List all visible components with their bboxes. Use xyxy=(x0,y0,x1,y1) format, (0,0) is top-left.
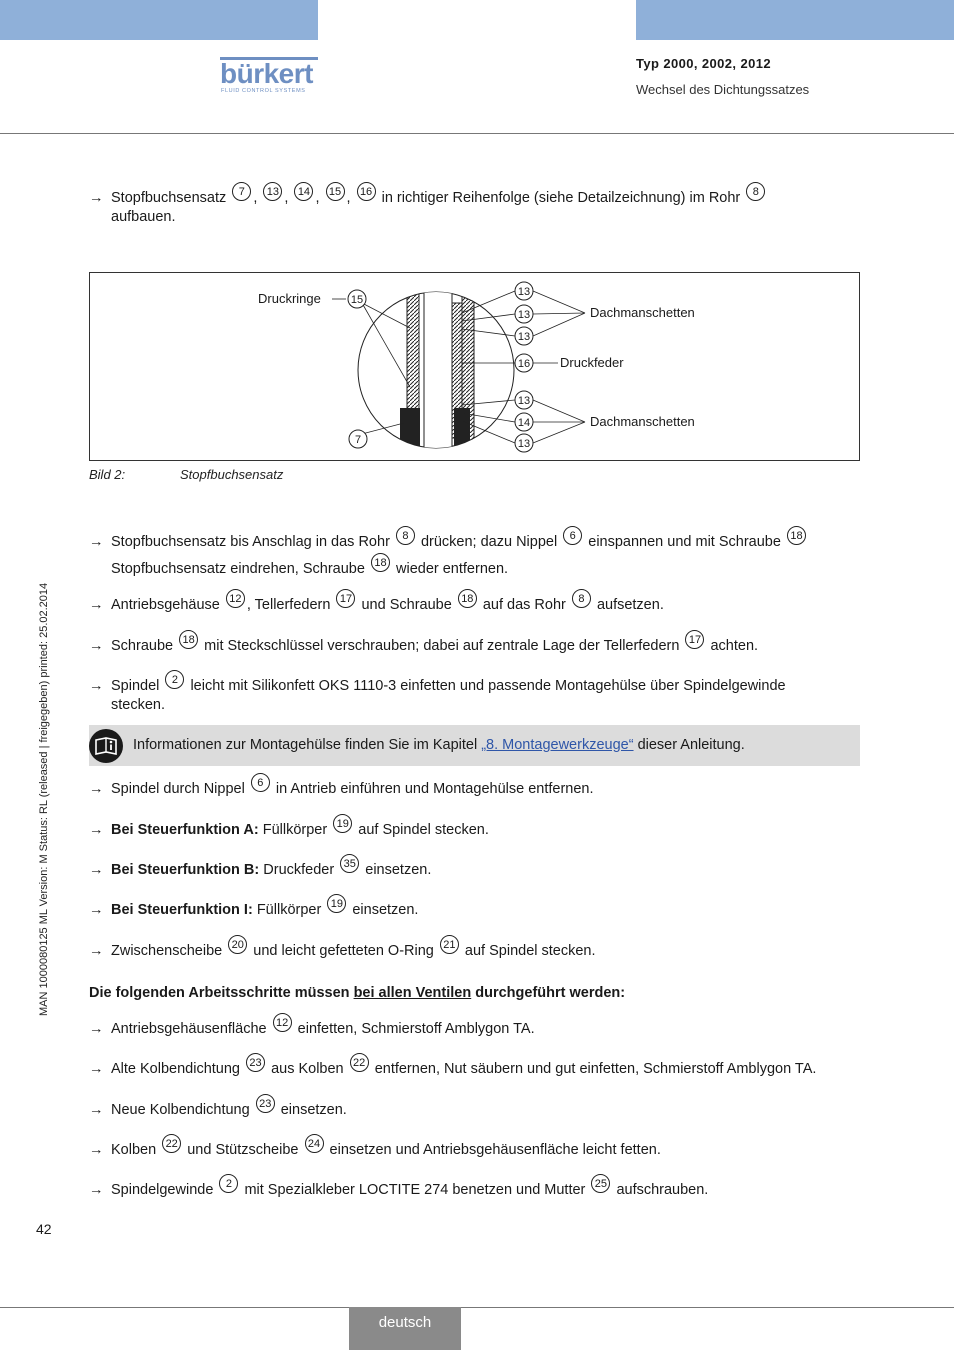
language-tab: deutsch xyxy=(349,1307,461,1350)
info-note xyxy=(89,725,860,766)
svg-text:13: 13 xyxy=(517,309,531,321)
info-book-icon xyxy=(89,729,123,763)
step-11: → Antriebsgehäusenfläche 12 einfetten, Schmierstoff Amblygon TA. xyxy=(89,1020,535,1039)
svg-text:13: 13 xyxy=(517,438,531,450)
step-4: → Schraube 18 mit Steckschlüssel verschrauben; dabei auf zentrale Lage der Tellerfedern 17 achten. xyxy=(89,637,758,656)
step-13: → Neue Kolbendichtung 23 einsetzen. xyxy=(89,1101,347,1120)
note-text-end: dieser Anleitung. xyxy=(637,737,745,753)
label-druckfeder: Druckfeder xyxy=(560,355,624,370)
step-10: → Zwischenscheibe 20 und leicht gefetteten O-Ring 21 auf Spindel stecken. xyxy=(89,942,596,961)
document-subtitle: Wechsel des Dichtungssatzes xyxy=(636,82,810,97)
footer-divider xyxy=(0,1307,954,1308)
gland-detail-drawing xyxy=(90,273,859,460)
label-druckringe: Druckringe xyxy=(258,291,321,306)
step-12: → Alte Kolbendichtung 23 aus Kolben 22 entfernen, Nut säubern und gut einfetten, Schmierstoff Amblygon TA. xyxy=(89,1060,816,1079)
step-9: → Bei Steuerfunktion I: Füllkörper 19 einsetzen. xyxy=(89,901,418,920)
step-2: → Stopfbuchsensatz bis Anschlag in das Rohr 8 drücken; dazu Nippel 6 einspannen und mit Schraube 18 Stopfbuchsensatz eindrehen, Schraube 18 wieder entfernen. xyxy=(89,529,808,583)
burkert-logo: bürkert FLUID CONTROL SYSTEMS xyxy=(220,57,320,97)
header-band-left xyxy=(0,0,318,40)
note-text: Informationen zur Montagehülse finden Sie im Kapitel xyxy=(133,737,478,753)
page-number: 42 xyxy=(36,1221,52,1237)
step-7: → Bei Steuerfunktion A: Füllkörper 19 auf Spindel stecken. xyxy=(89,821,489,840)
figure-stopfbuchsensatz xyxy=(89,272,860,461)
document-title: Typ 2000, 2002, 2012 xyxy=(636,56,771,71)
label-dachmanschetten-top: Dachmanschetten xyxy=(590,305,695,320)
svg-text:13: 13 xyxy=(517,395,531,407)
step-15: → Spindelgewinde 2 mit Spezialkleber LOCTITE 274 benetzen und Mutter 25 aufschrauben. xyxy=(89,1181,708,1200)
svg-text:14: 14 xyxy=(517,417,531,429)
step-3: → Antriebsgehäuse 12 , Tellerfedern 17 und Schraube 18 auf das Rohr 8 aufsetzen. xyxy=(89,596,664,615)
step-8: → Bei Steuerfunktion B: Druckfeder 35 einsetzen. xyxy=(89,861,431,880)
label-dachmanschetten-bottom: Dachmanschetten xyxy=(590,414,695,429)
header-divider xyxy=(0,133,954,134)
svg-text:15: 15 xyxy=(350,294,364,306)
figure-caption-number: Bild 2: xyxy=(89,467,126,482)
header-band-right xyxy=(636,0,954,40)
step-1: → Stopfbuchsensatz 7 , 13 , 14 , 15 , 16 in richtiger Reihenfolge (siehe Detailzeichnung) im Rohr 8 aufbauen. xyxy=(89,189,767,227)
step-14: → Kolben 22 und Stützscheibe 24 einsetzen und Antriebsgehäusenfläche leicht fetten. xyxy=(89,1141,661,1160)
link-montagewerkzeuge[interactable]: „8. Montagewerkzeuge“ xyxy=(481,737,634,753)
step-5: → Spindel 2 leicht mit Silikonfett OKS 1110-3 einfetten und passende Montagehülse über Spindelgewinde stecken. xyxy=(89,677,786,715)
svg-text:13: 13 xyxy=(517,286,531,298)
section-heading: Die folgenden Arbeitsschritte müssen bei allen Ventilen durchgeführt werden: xyxy=(89,985,626,1001)
step-6: → Spindel durch Nippel 6 in Antrieb einführen und Montagehülse entfernen. xyxy=(89,780,594,799)
svg-text:13: 13 xyxy=(517,331,531,343)
figure-caption-text: Stopfbuchsensatz xyxy=(180,467,284,482)
document-metadata-sidebar: MAN 1000080125 ML Version: M Status: RL (released | freigegeben) printed: 25.02.2014 xyxy=(38,582,50,1016)
svg-text:16: 16 xyxy=(517,358,531,370)
svg-text:7: 7 xyxy=(354,434,362,446)
